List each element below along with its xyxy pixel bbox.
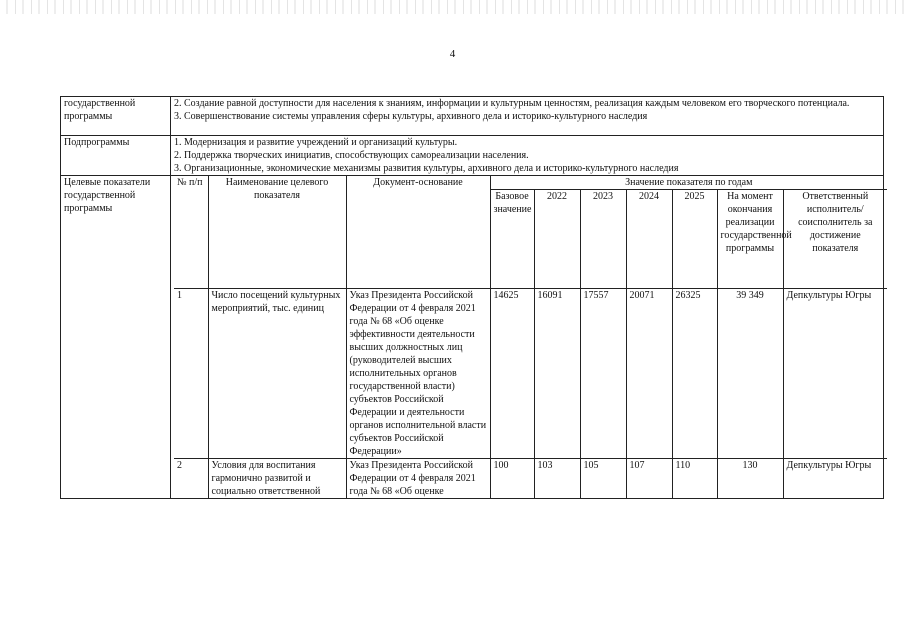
row-2-2023: 105 <box>580 459 626 499</box>
header-end-value: На момент окончания реализации государственной программы <box>717 190 783 289</box>
table-row <box>174 289 887 459</box>
row-1-end: 39 349 <box>717 289 783 459</box>
row-1-2024: 20071 <box>626 289 672 459</box>
goals-content <box>171 97 884 136</box>
header-year-2025: 2025 <box>672 190 717 289</box>
header-responsible: Ответственный исполнитель/ соисполнитель за достижение показателя <box>783 190 887 289</box>
row-2-responsible: Депкультуры Югры <box>783 459 887 499</box>
row-1-base: 14625 <box>490 289 534 459</box>
subprograms-row <box>61 136 884 176</box>
header-year-2022: 2022 <box>534 190 580 289</box>
page-number: 4 <box>449 48 456 60</box>
program-passport-table <box>60 96 884 499</box>
goal-3: 3. Совершенствование системы управления сферы культуры, архивного дела и историко-культурного наследия <box>174 111 648 122</box>
goal-2: 2. Создание равной доступности для населения к знаниям, информации и культурным ценностям, реализация каждым человеком его творческого потенциала. <box>174 98 850 109</box>
header-indicator-name: Наименование целевого показателя <box>208 176 346 289</box>
row-2-num: 2 <box>174 459 208 499</box>
indicators-content <box>171 176 884 499</box>
row-2-name: Условия для воспитания гармонично развитой и социально ответственной <box>208 459 346 499</box>
row-1-responsible: Депкультуры Югры <box>783 289 887 459</box>
row-2-2022: 103 <box>534 459 580 499</box>
row-2-2024: 107 <box>626 459 672 499</box>
header-values-group: Значение показателя по годам <box>490 176 887 190</box>
row-1-2023: 17557 <box>580 289 626 459</box>
row-1-name: Число посещений культурных мероприятий, тыс. единиц <box>208 289 346 459</box>
indicators-header-row-1 <box>174 176 887 190</box>
goals-label: государственной программы <box>61 97 171 136</box>
subprogram-1: 1. Модернизация и развитие учреждений и организаций культуры. <box>174 137 458 148</box>
subprograms-label: Подпрограммы <box>61 136 171 176</box>
header-base-value: Базовое значение <box>490 190 534 289</box>
header-document: Документ-основание <box>346 176 490 289</box>
table-row <box>174 459 887 499</box>
header-year-2023: 2023 <box>580 190 626 289</box>
subprogram-3: 3. Организационные, экономические механизмы развития культуры, архивного дела и историко-культурного наследия <box>174 163 679 174</box>
scan-edge-noise <box>0 0 905 14</box>
row-2-base: 100 <box>490 459 534 499</box>
indicators-table <box>174 176 887 498</box>
indicators-label: Целевые показатели государственной программы <box>61 176 171 499</box>
row-1-num: 1 <box>174 289 208 459</box>
indicators-row <box>61 176 884 499</box>
goals-row <box>61 97 884 136</box>
row-2-2025: 110 <box>672 459 717 499</box>
subprograms-content <box>171 136 884 176</box>
row-1-2022: 16091 <box>534 289 580 459</box>
row-2-document: Указ Президента Российской Федерации от 4 февраля 2021 года № 68 «Об оценке <box>346 459 490 499</box>
row-2-end: 130 <box>717 459 783 499</box>
header-year-2024: 2024 <box>626 190 672 289</box>
header-num: № п/п <box>174 176 208 289</box>
subprogram-2: 2. Поддержка творческих инициатив, способствующих самореализации населения. <box>174 150 529 161</box>
row-1-2025: 26325 <box>672 289 717 459</box>
row-1-document: Указ Президента Российской Федерации от 4 февраля 2021 года № 68 «Об оценке эффективности деятельности высших должностных лиц (руководителей высших исполнительных органов государственной власти) субъектов Российской Федерации и деятельности органов исполнительной власти субъектов Российской Федерации» <box>346 289 490 459</box>
